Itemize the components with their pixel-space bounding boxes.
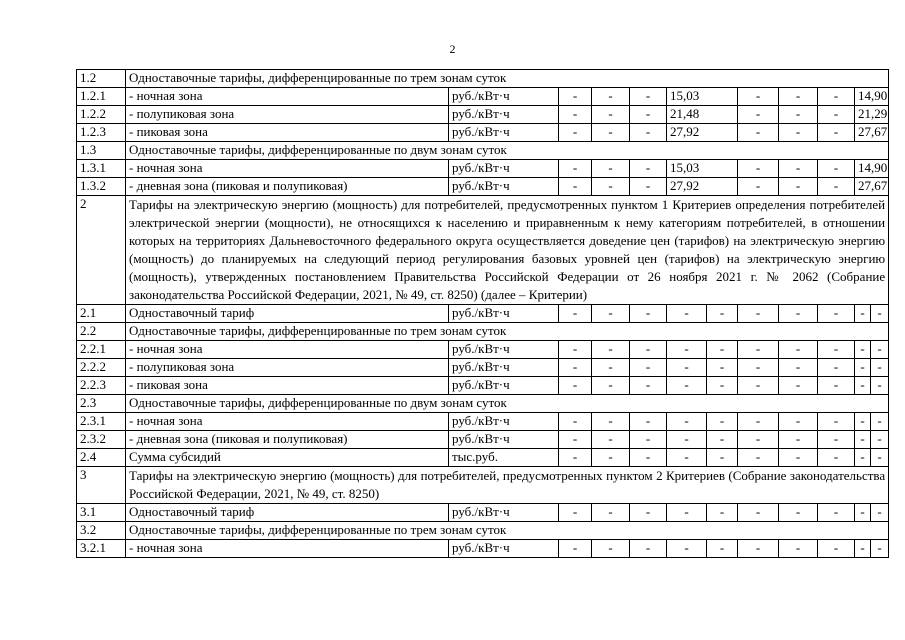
row-unit: руб./кВт·ч — [449, 341, 559, 359]
value-cell: - — [592, 178, 630, 196]
value-cell: - — [559, 431, 592, 449]
row-number: 2.3 — [77, 395, 126, 413]
table-row — [77, 395, 889, 413]
value-cell: - — [738, 341, 779, 359]
row-label: Одноставочный тариф — [126, 305, 449, 323]
row-section-title: Одноставочные тарифы, дифференцированные по двум зонам суток — [126, 142, 889, 160]
table-row — [77, 359, 889, 377]
value-cell: - — [738, 88, 779, 106]
value-cell: - — [738, 106, 779, 124]
row-paragraph: Тарифы на электрическую энергию (мощность) для потребителей, предусмотренных пунктом 2 Критериев (Собрание законодательства Российской Федерации, 2021, № 49, ст. 8250) — [126, 467, 889, 504]
value-cell: - — [818, 377, 855, 395]
value-cell: - — [667, 377, 707, 395]
value-cell: - — [871, 341, 889, 359]
value-cell: 27,92 — [667, 178, 738, 196]
row-label: - ночная зона — [126, 540, 449, 558]
row-unit: руб./кВт·ч — [449, 178, 559, 196]
value-cell: - — [559, 359, 592, 377]
value-cell: - — [630, 124, 667, 142]
value-cell: - — [592, 540, 630, 558]
value-cell: - — [630, 413, 667, 431]
row-unit: руб./кВт·ч — [449, 431, 559, 449]
value-cell: - — [818, 449, 855, 467]
row-section-title: Одноставочные тарифы, дифференцированные по трем зонам суток — [126, 323, 889, 341]
row-unit: руб./кВт·ч — [449, 504, 559, 522]
value-cell: - — [738, 431, 779, 449]
table-row — [77, 449, 889, 467]
row-unit: тыс.руб. — [449, 449, 559, 467]
value-cell: - — [779, 305, 818, 323]
value-cell: - — [871, 449, 889, 467]
value-cell: - — [738, 178, 779, 196]
row-number: 2.2.2 — [77, 359, 126, 377]
row-number: 3.2.1 — [77, 540, 126, 558]
row-label: - ночная зона — [126, 341, 449, 359]
value-cell: - — [818, 413, 855, 431]
value-cell: - — [592, 124, 630, 142]
value-cell: - — [871, 359, 889, 377]
table-row — [77, 504, 889, 522]
row-number: 1.2.1 — [77, 88, 126, 106]
row-unit: руб./кВт·ч — [449, 359, 559, 377]
value-cell: - — [779, 106, 818, 124]
value-cell: - — [871, 377, 889, 395]
value-cell: - — [592, 431, 630, 449]
row-label: - дневная зона (пиковая и полупиковая) — [126, 178, 449, 196]
value-cell: - — [707, 413, 738, 431]
value-cell: - — [871, 431, 889, 449]
row-number: 2.1 — [77, 305, 126, 323]
value-cell: - — [818, 106, 855, 124]
table-row — [77, 160, 889, 178]
value-cell: - — [738, 160, 779, 178]
table-row — [77, 124, 889, 142]
row-number: 2.3.2 — [77, 431, 126, 449]
value-cell: 27,67 — [855, 178, 889, 196]
value-cell: - — [592, 305, 630, 323]
value-cell: - — [707, 540, 738, 558]
value-cell: - — [630, 88, 667, 106]
table-row — [77, 467, 889, 504]
value-cell: - — [871, 540, 889, 558]
value-cell: - — [667, 305, 707, 323]
value-cell: 15,03 — [667, 160, 738, 178]
value-cell: - — [855, 504, 871, 522]
table-row — [77, 196, 889, 305]
value-cell: - — [630, 359, 667, 377]
value-cell: - — [559, 124, 592, 142]
value-cell: 14,90 — [855, 160, 889, 178]
row-label: - пиковая зона — [126, 124, 449, 142]
row-label: - пиковая зона — [126, 377, 449, 395]
table-row — [77, 341, 889, 359]
value-cell: - — [630, 178, 667, 196]
row-unit: руб./кВт·ч — [449, 377, 559, 395]
value-cell: - — [559, 178, 592, 196]
value-cell: - — [707, 431, 738, 449]
value-cell: - — [707, 341, 738, 359]
row-label: Одноставочный тариф — [126, 504, 449, 522]
value-cell: - — [855, 540, 871, 558]
value-cell: - — [559, 504, 592, 522]
value-cell: - — [592, 359, 630, 377]
value-cell: - — [779, 413, 818, 431]
row-number: 1.2.3 — [77, 124, 126, 142]
value-cell: - — [855, 431, 871, 449]
value-cell: - — [779, 178, 818, 196]
value-cell: - — [667, 341, 707, 359]
value-cell: - — [738, 504, 779, 522]
value-cell: - — [592, 504, 630, 522]
value-cell: - — [667, 359, 707, 377]
row-number: 1.2 — [77, 70, 126, 88]
row-unit: руб./кВт·ч — [449, 413, 559, 431]
value-cell: 27,92 — [667, 124, 738, 142]
row-number: 2.2.1 — [77, 341, 126, 359]
value-cell: - — [559, 88, 592, 106]
row-number: 3 — [77, 467, 126, 504]
value-cell: - — [818, 124, 855, 142]
row-section-title: Одноставочные тарифы, дифференцированные по трем зонам суток — [126, 70, 889, 88]
row-number: 2.3.1 — [77, 413, 126, 431]
value-cell: - — [667, 540, 707, 558]
value-cell: 14,90 — [855, 88, 889, 106]
table-row — [77, 413, 889, 431]
page-number: 2 — [449, 42, 456, 56]
value-cell: - — [855, 449, 871, 467]
value-cell: - — [779, 449, 818, 467]
row-section-title: Одноставочные тарифы, дифференцированные по двум зонам суток — [126, 395, 889, 413]
value-cell: - — [559, 106, 592, 124]
tariff-table — [76, 69, 889, 558]
value-cell: - — [559, 413, 592, 431]
row-number: 2 — [77, 196, 126, 305]
value-cell: - — [630, 377, 667, 395]
value-cell: - — [818, 341, 855, 359]
value-cell: - — [818, 540, 855, 558]
row-number: 3.2 — [77, 522, 126, 540]
table-row — [77, 178, 889, 196]
value-cell: - — [667, 413, 707, 431]
value-cell: - — [738, 124, 779, 142]
value-cell: - — [707, 449, 738, 467]
value-cell: - — [779, 359, 818, 377]
value-cell: - — [559, 449, 592, 467]
value-cell: - — [738, 449, 779, 467]
value-cell: - — [592, 106, 630, 124]
value-cell: 27,67 — [855, 124, 889, 142]
row-number: 1.3.2 — [77, 178, 126, 196]
value-cell: - — [630, 341, 667, 359]
row-unit: руб./кВт·ч — [449, 540, 559, 558]
value-cell: - — [707, 377, 738, 395]
row-number: 1.3 — [77, 142, 126, 160]
value-cell: - — [592, 413, 630, 431]
value-cell: - — [855, 341, 871, 359]
value-cell: - — [559, 341, 592, 359]
row-label: - дневная зона (пиковая и полупиковая) — [126, 431, 449, 449]
row-label: - полупиковая зона — [126, 106, 449, 124]
value-cell: - — [818, 160, 855, 178]
value-cell: - — [779, 431, 818, 449]
row-label: - ночная зона — [126, 160, 449, 178]
value-cell: - — [738, 377, 779, 395]
value-cell: - — [738, 305, 779, 323]
value-cell: - — [779, 540, 818, 558]
value-cell: - — [592, 160, 630, 178]
value-cell: - — [738, 359, 779, 377]
value-cell: - — [818, 305, 855, 323]
value-cell: - — [630, 106, 667, 124]
value-cell: - — [559, 377, 592, 395]
value-cell: - — [779, 504, 818, 522]
row-number: 2.2 — [77, 323, 126, 341]
value-cell: - — [559, 160, 592, 178]
row-unit: руб./кВт·ч — [449, 88, 559, 106]
value-cell: - — [559, 305, 592, 323]
table-row — [77, 377, 889, 395]
value-cell: - — [667, 431, 707, 449]
value-cell: - — [871, 504, 889, 522]
value-cell: - — [779, 377, 818, 395]
value-cell: - — [630, 449, 667, 467]
row-paragraph: Тарифы на электрическую энергию (мощность) для потребителей, предусмотренных пунктом 1 Критериев определения потребителей электрической энергии (мощности), не относящихся к населению и приравненным к нему категориям потребителей, в отношении которых на территориях Дальневосточного федерального округа осуществляется доведение цен (тарифов) на электрическую энергию (мощность) до планируемых на следующий период регулирования базовых уровней цен (тарифов) на электрическую энергию (мощность), утвержденных постановлением Правительства Российской Федерации от 26 ноября 2021 г. № 2062 (Собрание законодательства Российской Федерации, 2021, № 49, ст. 8250) (далее – Критерии) — [126, 196, 889, 305]
table-row — [77, 305, 889, 323]
value-cell: 21,48 — [667, 106, 738, 124]
row-number: 3.1 — [77, 504, 126, 522]
value-cell: - — [855, 305, 871, 323]
value-cell: - — [630, 305, 667, 323]
table-row — [77, 522, 889, 540]
value-cell: - — [818, 359, 855, 377]
value-cell: - — [855, 359, 871, 377]
value-cell: - — [707, 504, 738, 522]
value-cell: - — [630, 431, 667, 449]
value-cell: - — [818, 504, 855, 522]
table-row — [77, 106, 889, 124]
value-cell: - — [779, 88, 818, 106]
value-cell: - — [592, 449, 630, 467]
row-number: 1.2.2 — [77, 106, 126, 124]
value-cell: - — [738, 413, 779, 431]
row-unit: руб./кВт·ч — [449, 124, 559, 142]
value-cell: - — [738, 540, 779, 558]
value-cell: - — [779, 341, 818, 359]
row-number: 2.2.3 — [77, 377, 126, 395]
value-cell: - — [667, 449, 707, 467]
value-cell: - — [818, 88, 855, 106]
row-section-title: Одноставочные тарифы, дифференцированные по трем зонам суток — [126, 522, 889, 540]
value-cell: - — [592, 341, 630, 359]
row-number: 1.3.1 — [77, 160, 126, 178]
value-cell: - — [707, 359, 738, 377]
value-cell: - — [779, 160, 818, 178]
value-cell: - — [818, 431, 855, 449]
value-cell: - — [667, 504, 707, 522]
row-unit: руб./кВт·ч — [449, 106, 559, 124]
value-cell: - — [707, 305, 738, 323]
value-cell: - — [871, 413, 889, 431]
table-row — [77, 323, 889, 341]
value-cell: - — [871, 305, 889, 323]
value-cell: - — [592, 377, 630, 395]
row-number: 2.4 — [77, 449, 126, 467]
value-cell: 21,29 — [855, 106, 889, 124]
value-cell: - — [630, 540, 667, 558]
value-cell: - — [559, 540, 592, 558]
row-label: - полупиковая зона — [126, 359, 449, 377]
row-label: Сумма субсидий — [126, 449, 449, 467]
value-cell: - — [855, 413, 871, 431]
row-unit: руб./кВт·ч — [449, 305, 559, 323]
value-cell: - — [630, 160, 667, 178]
value-cell: - — [779, 124, 818, 142]
table-row — [77, 431, 889, 449]
row-label: - ночная зона — [126, 88, 449, 106]
table-row — [77, 540, 889, 558]
table-row — [77, 142, 889, 160]
row-label: - ночная зона — [126, 413, 449, 431]
table-row — [77, 88, 889, 106]
value-cell: 15,03 — [667, 88, 738, 106]
table-row — [77, 70, 889, 88]
value-cell: - — [818, 178, 855, 196]
value-cell: - — [855, 377, 871, 395]
row-unit: руб./кВт·ч — [449, 160, 559, 178]
value-cell: - — [592, 88, 630, 106]
value-cell: - — [630, 504, 667, 522]
